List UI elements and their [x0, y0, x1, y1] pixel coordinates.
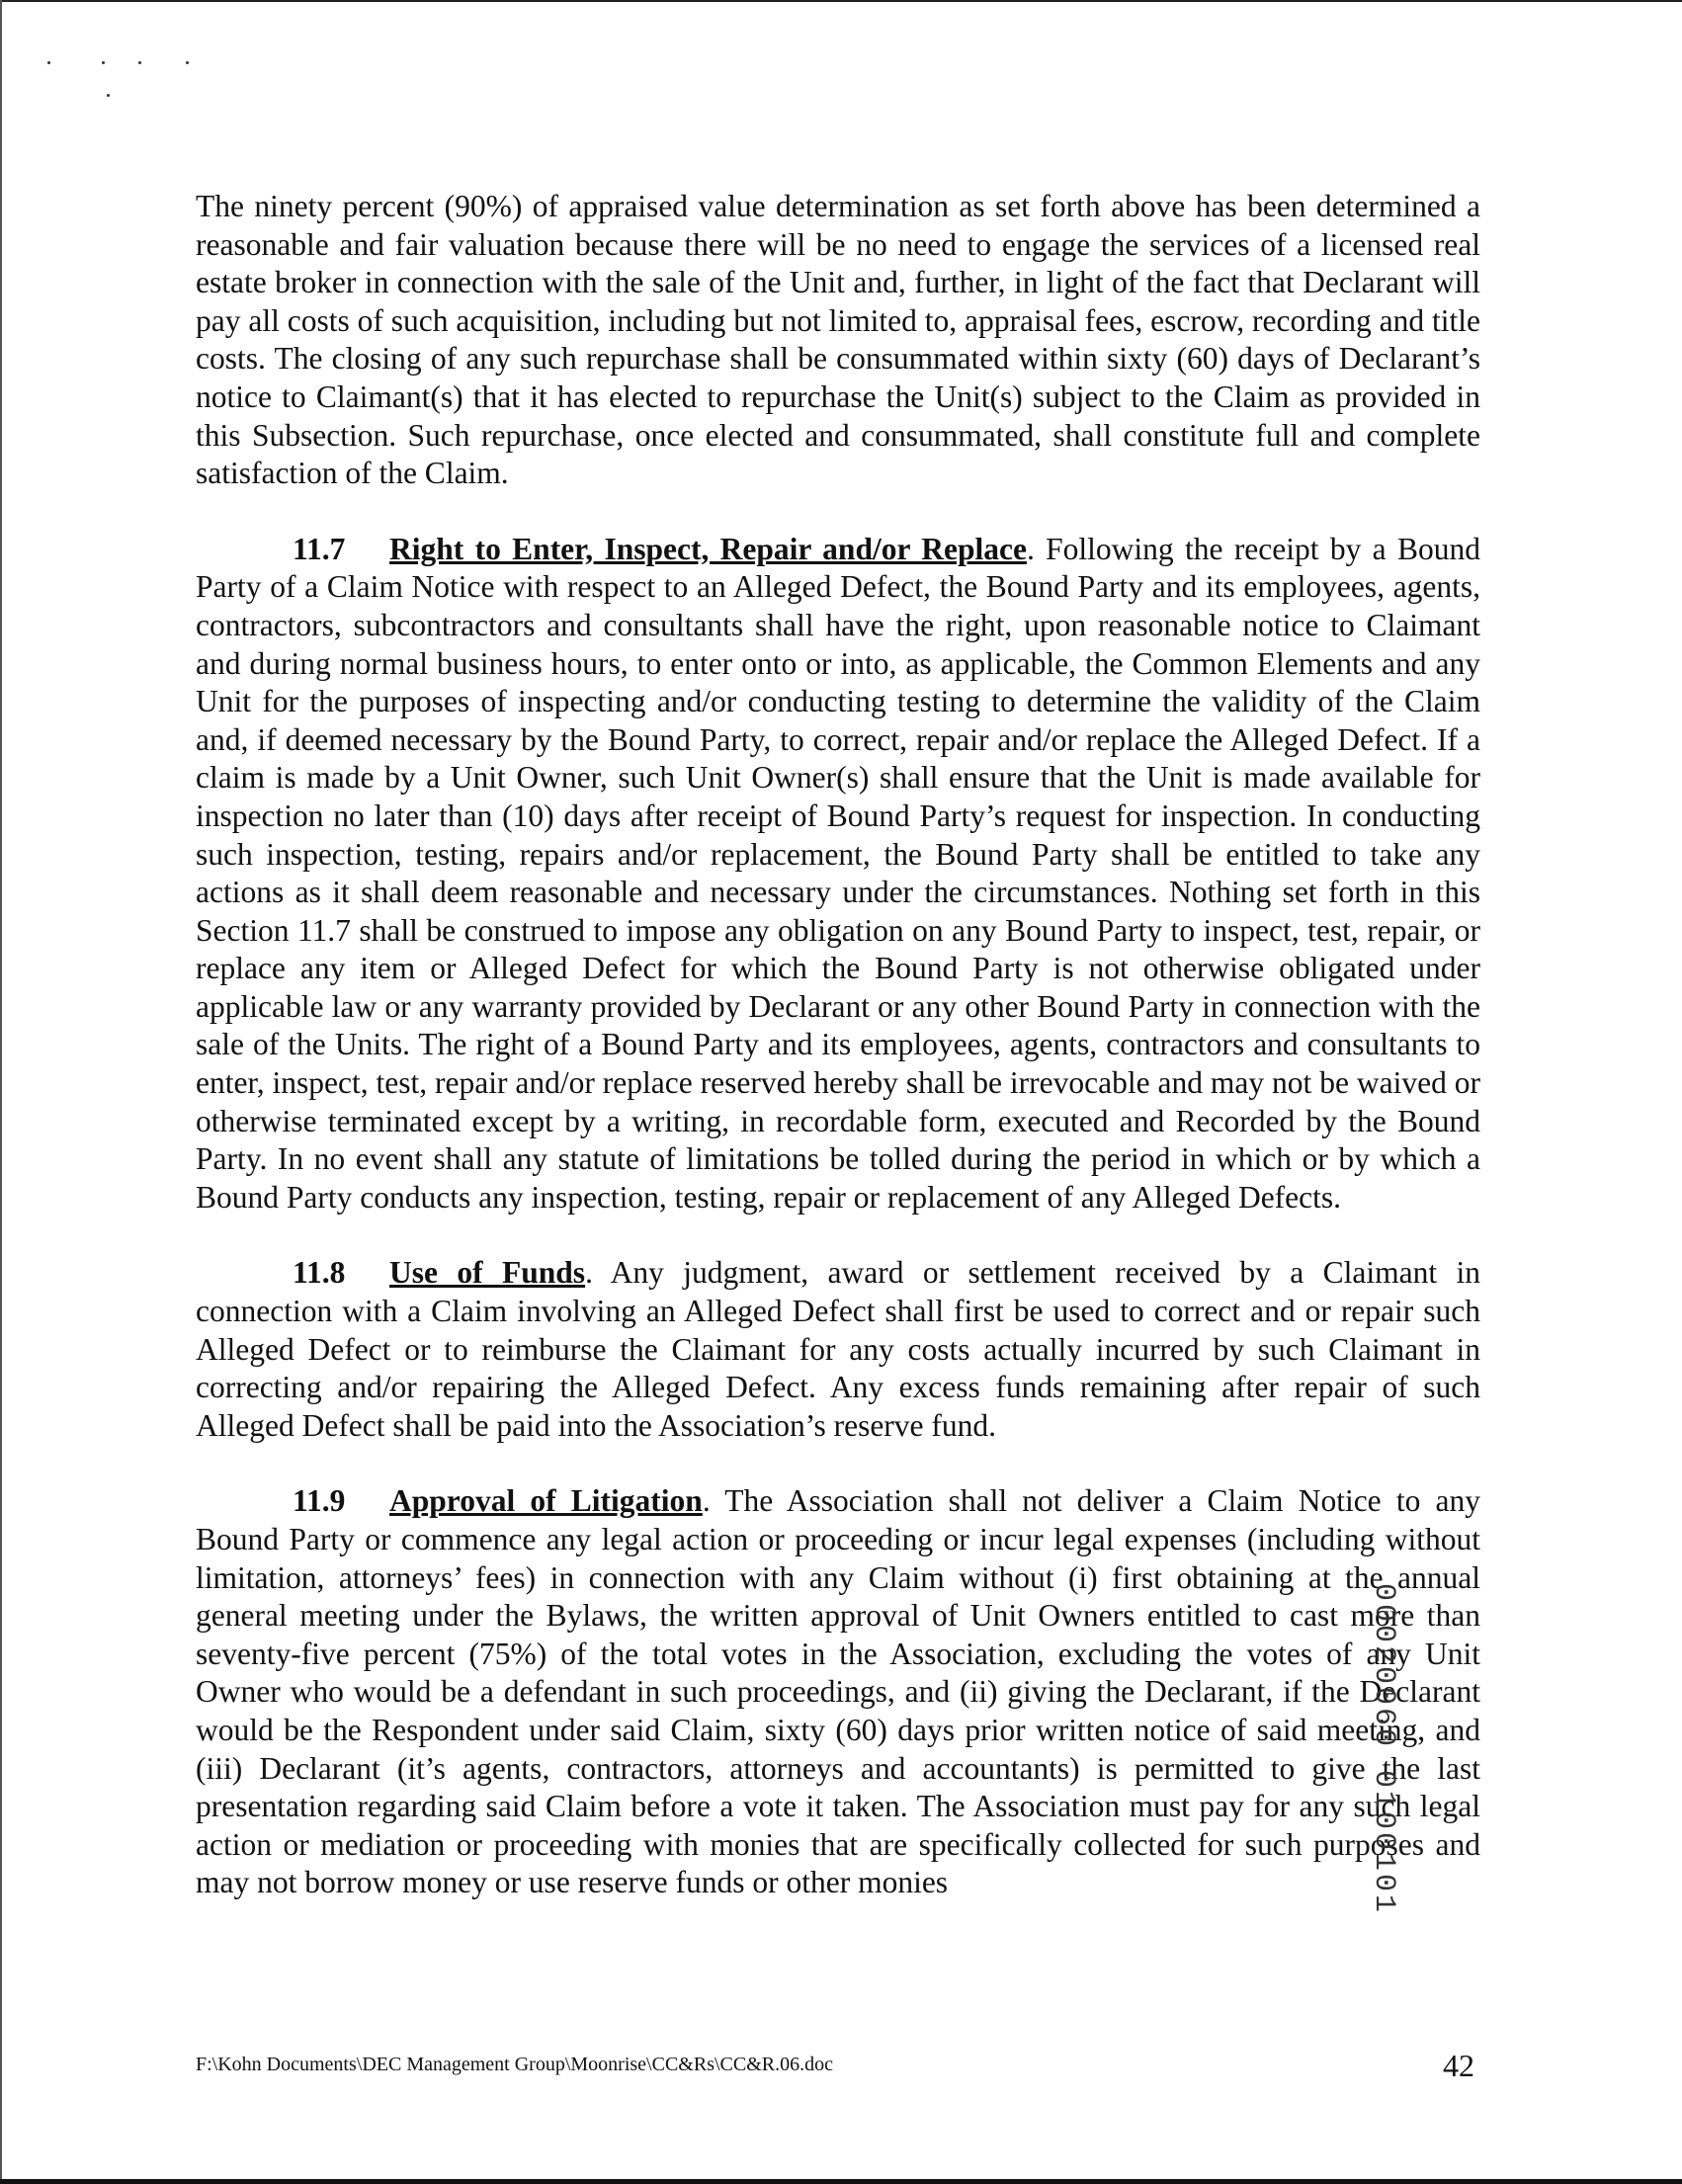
section-11-9 — [196, 1482, 1480, 1902]
section-number: 11.8 — [293, 1255, 346, 1291]
section-title: Use of Funds — [389, 1255, 586, 1291]
page-number: 42 — [1443, 2048, 1474, 2083]
document-body — [196, 188, 1480, 1940]
section-number: 11.7 — [293, 531, 346, 566]
recording-stamp-text: 00020060 0100101 — [1367, 1582, 1400, 1916]
scan-speck — [107, 94, 110, 97]
section-body: . The Association shall not deliver a Claim Notice to any Bound Party or commence any legal action or proceeding or incur legal expenses (including without limitation, attorneys’ fees) in connection with any Claim without (i) first obtaining at the annual general meeting under the Bylaws, the written approval of Unit Owners entitled to cast more than seventy-five percent (75%) of the total votes in the Association, excluding the votes of any Unit Owner who would be a defendant in such proceedings, and (ii) giving the Declarant, if the Declarant would be the Respondent under said Claim, sixty (60) days prior written notice of said meeting, and (iii) Declarant (it’s agents, contractors, attorneys and accountants) is permitted to give the last presentation regarding said Claim before a vote it taken. The Association must pay for any such legal action or mediation or proceeding with monies that are specifically collected for such purposes and may not borrow money or use reserve funds or other monies — [196, 1483, 1480, 1900]
scan-speck — [138, 61, 141, 64]
section-title: Right to Enter, Inspect, Repair and/or Replace — [389, 531, 1027, 566]
scan-speck — [47, 61, 50, 64]
scan-left-edge — [0, 0, 2, 2184]
scan-top-edge — [0, 0, 1682, 2]
section-number: 11.9 — [293, 1483, 346, 1519]
scan-speck — [186, 61, 189, 64]
section-body: . Following the receipt by a Bound Party of a Claim Notice with respect to an Alleged Defect, the Bound Party and its employees, agents, contractors, subcontractors and consultants shall have the right, upon reasonable notice to Claimant and during normal business hours, to enter onto or into, as applicable, the Common Elements and any Unit for the purposes of inspecting and/or conducting testing to determine the validity of the Claim and, if deemed necessary by the Bound Party, to correct, repair and/or replace the Alleged Defect. If a claim is made by a Unit Owner, such Unit Owner(s) shall ensure that the Unit is made available for inspection no later than (10) days after receipt of Bound Party’s request for inspection. In conducting such inspection, testing, repairs and/or replacement, the Bound Party shall be entitled to take any actions as it shall deem reasonable and necessary under the circumstances. Nothing set forth in this Section 11.7 shall be construed to impose any obligation on any Bound Party to inspect, test, repair, or replace any item or Alleged Defect for which the Bound Party is not otherwise obligated under applicable law or any warranty provided by Declarant or any other Bound Party in connection with the sale of the Units. The right of a Bound Party and its employees, agents, contractors and consultants to enter, inspect, test, repair and/or replace reserved hereby shall be irrevocable and may not be waived or otherwise terminated except by a writing, in recordable form, executed and Recorded by the Bound Party. In no event shall any statute of limitations be tolled during the period in which or by which a Bound Party conducts any inspection, testing, repair or replacement of any Alleged Defects. — [196, 531, 1481, 1215]
section-11-8 — [196, 1254, 1480, 1445]
footer-file-path: F:\Kohn Documents\DEC Management Group\Moonrise\CC&Rs\CC&R.06.doc — [196, 2054, 833, 2075]
scan-speck — [102, 61, 105, 64]
section-title: Approval of Litigation — [389, 1483, 703, 1519]
scan-bottom-edge — [0, 2179, 1682, 2184]
section-body: . Any judgment, award or settlement received by a Claimant in connection with a Claim involving an Alleged Defect shall first be used to correct and or repair such Alleged Defect or to reimburse the Claimant for any costs actually incurred by such Claimant in correcting and/or repairing the Alleged Defect. Any excess funds remaining after repair of such Alleged Defect shall be paid into the Association’s reserve fund. — [196, 1255, 1480, 1443]
paragraph-appraised-value: The ninety percent (90%) of appraised value determination as set forth above has been determined a reasonable and fair valuation because there will be no need to engage the services of a licensed real estate broker in connection with the sale of the Unit and, further, in light of the fact that Declarant will pay all costs of such acquisition, including but not limited to, appraisal fees, escrow, recording and title costs. The closing of any such repurchase shall be consummated within sixty (60) days of Declarant’s notice to Claimant(s) that it has elected to repurchase the Unit(s) subject to the Claim as provided in this Subsection. Such repurchase, once elected and consummated, shall constitute full and complete satisfaction of the Claim. — [196, 189, 1480, 491]
section-11-7 — [196, 531, 1480, 1218]
recording-stamp — [1354, 1582, 1413, 1916]
